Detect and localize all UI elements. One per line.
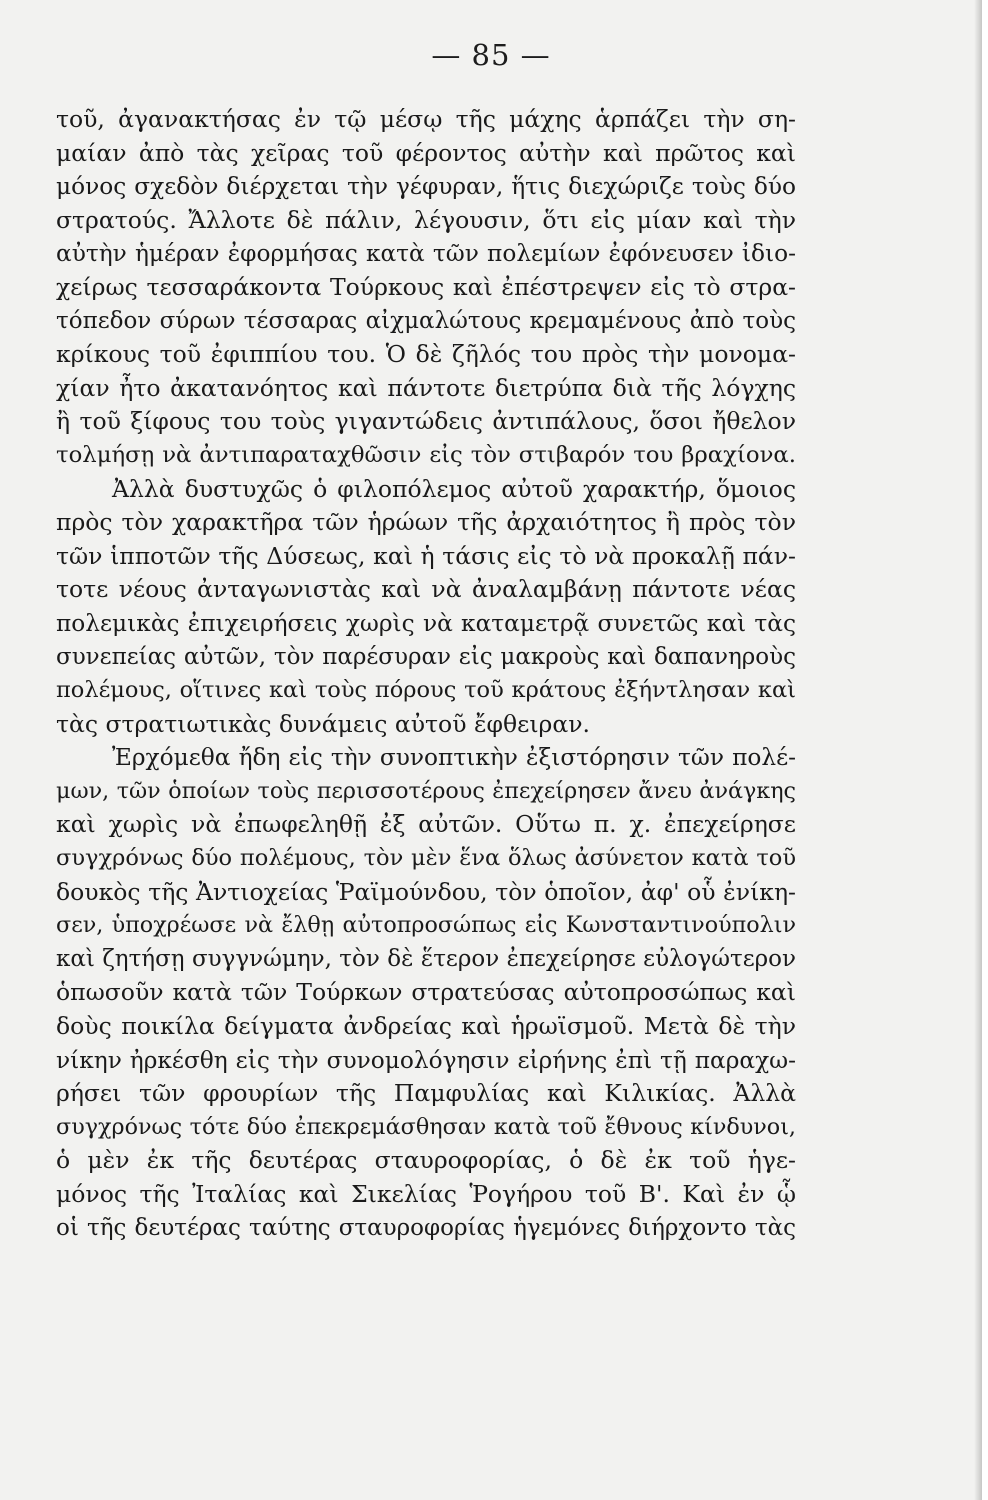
- text-line: ρήσει τῶν φρουρίων τῆς Παμφυλίας καὶ Κιλικίας. Ἀλλὰ: [56, 1079, 796, 1108]
- text-line: τολμήσῃ νὰ ἀντιπαραταχθῶσιν εἰς τὸν στιβαρόν του βραχίονα.: [56, 441, 796, 468]
- text-line: συγχρόνως τότε δύο ἐπεκρεμάσθησαν κατὰ τοῦ ἔθνους κίνδυνοι,: [56, 1113, 796, 1140]
- text-line: μόνος τῆς Ἰταλίας καὶ Σικελίας Ῥογήρου τοῦ Β'. Καὶ ἐν ᾧ: [56, 1180, 796, 1208]
- text-line: χείρως τεσσαράκοντα Τούρκους καὶ ἐπέστρεψεν εἰς τὸ στρα-: [56, 272, 796, 301]
- text-line: τόπεδον σύρων τέσσαρας αἰχμαλώτους κρεμαμένους ἀπὸ τοὺς: [56, 307, 796, 334]
- text-line: σεν, ὑποχρέωσε νὰ ἔλθῃ αὐτοπροσώπως εἰς Κωνσταντινούπολιν: [56, 912, 796, 939]
- text-line: πρὸς τὸν χαρακτῆρα τῶν ἡρώων τῆς ἀρχαιότητος ἢ πρὸς τὸν: [56, 508, 796, 537]
- text-line: μόνος σχεδὸν διέρχεται τὴν γέφυραν, ἥτις διεχώριζε τοὺς δύο: [56, 173, 796, 201]
- page-number: — 85 —: [431, 38, 551, 72]
- text-line: δουκὸς τῆς Ἀντιοχείας Ῥαϊμούνδου, τὸν ὁποῖον, ἀφ' οὗ ἐνίκη-: [56, 877, 796, 906]
- paragraph-start-line: Ἀλλὰ δυστυχῶς ὁ φιλοπόλεμος αὐτοῦ χαρακτήρ, ὅμοιος: [112, 474, 796, 503]
- text-line: συνεπείας αὐτῶν, τὸν παρέσυραν εἰς μακροὺς καὶ δαπανηροὺς: [56, 643, 796, 670]
- text-line: χίαν ἦτο ἀκατανόητος καὶ πάντοτε διετρύπα διὰ τῆς λόγχης: [56, 373, 796, 402]
- body-text: [56, 103, 796, 1245]
- text-line: πολεμικὰς ἐπιχειρήσεις χωρὶς νὰ καταμετρᾷ συνετῶς καὶ τὰς: [56, 609, 796, 637]
- text-line: τοτε νέους ἀνταγωνιστὰς καὶ νὰ ἀναλαμβάνῃ πάντοτε νέας: [56, 575, 796, 604]
- text-line: συγχρόνως δύο πολέμους, τὸν μὲν ἕνα ὅλως ἀσύνετον κατὰ τοῦ: [56, 845, 796, 872]
- text-line: καὶ ζητήσῃ συγγνώμην, τὸν δὲ ἕτερον ἐπεχείρησε εὐλογώτερον: [56, 945, 796, 972]
- text-line: πολέμους, οἵτινες καὶ τοὺς πόρους τοῦ κράτους ἐξήντλησαν καὶ: [56, 677, 796, 704]
- text-line: τοῦ, ἀγανακτήσας ἐν τῷ μέσῳ τῆς μάχης ἁρπάζει τὴν ση-: [56, 105, 796, 133]
- text-line: μων, τῶν ὁποίων τοὺς περισσοτέρους ἐπεχείρησεν ἄνευ ἀνάγκης: [56, 777, 796, 804]
- paragraph-start-line: Ἐρχόμεθα ἤδη εἰς τὴν συνοπτικὴν ἐξιστόρησιν τῶν πολέ-: [112, 744, 796, 772]
- text-line: στρατούς. Ἄλλοτε δὲ πάλιν, λέγουσιν, ὅτι εἰς μίαν καὶ τὴν: [56, 205, 796, 234]
- text-line: μαίαν ἀπὸ τὰς χεῖρας τοῦ φέροντος αὐτὴν καὶ πρῶτος καὶ: [56, 138, 796, 167]
- text-line: καὶ χωρὶς νὰ ἐπωφεληθῇ ἐξ αὐτῶν. Οὕτω π. χ. ἐπεχείρησε: [56, 810, 796, 839]
- text-line: κρίκους τοῦ ἐφιππίου του. Ὁ δὲ ζῆλός του πρὸς τὴν μονομα-: [56, 340, 796, 369]
- text-line: ἢ τοῦ ξίφους του τοὺς γιγαντώδεις ἀντιπάλους, ὅσοι ἤθελον: [56, 407, 796, 436]
- text-line: οἱ τῆς δευτέρας ταύτης σταυροφορίας ἡγεμόνες διήρχοντο τὰς: [56, 1214, 796, 1241]
- text-line: δοὺς ποικίλα δείγματα ἀνδρείας καὶ ἡρωϊσμοῦ. Μετὰ δὲ τὴν: [56, 1012, 796, 1041]
- paragraph-end-line: τὰς στρατιωτικὰς δυνάμεις αὐτοῦ ἔφθειραν.: [56, 709, 590, 738]
- text-line: νίκην ἠρκέσθη εἰς τὴν συνομολόγησιν εἰρήνης ἐπὶ τῇ παραχω-: [56, 1046, 796, 1074]
- text-line: ὁ μὲν ἐκ τῆς δευτέρας σταυροφορίας, ὁ δὲ ἐκ τοῦ ἡγε-: [56, 1146, 796, 1175]
- text-line: τῶν ἱπποτῶν τῆς Δύσεως, καὶ ἡ τάσις εἰς τὸ νὰ προκαλῇ πάν-: [56, 541, 796, 570]
- text-line: ὁπωσοῦν κατὰ τῶν Τούρκων στρατεύσας αὐτοπροσώπως καὶ: [56, 978, 796, 1007]
- text-line: αὐτὴν ἡμέραν ἐφορμήσας κατὰ τῶν πολεμίων ἐφόνευσεν ἰδιο-: [56, 240, 796, 268]
